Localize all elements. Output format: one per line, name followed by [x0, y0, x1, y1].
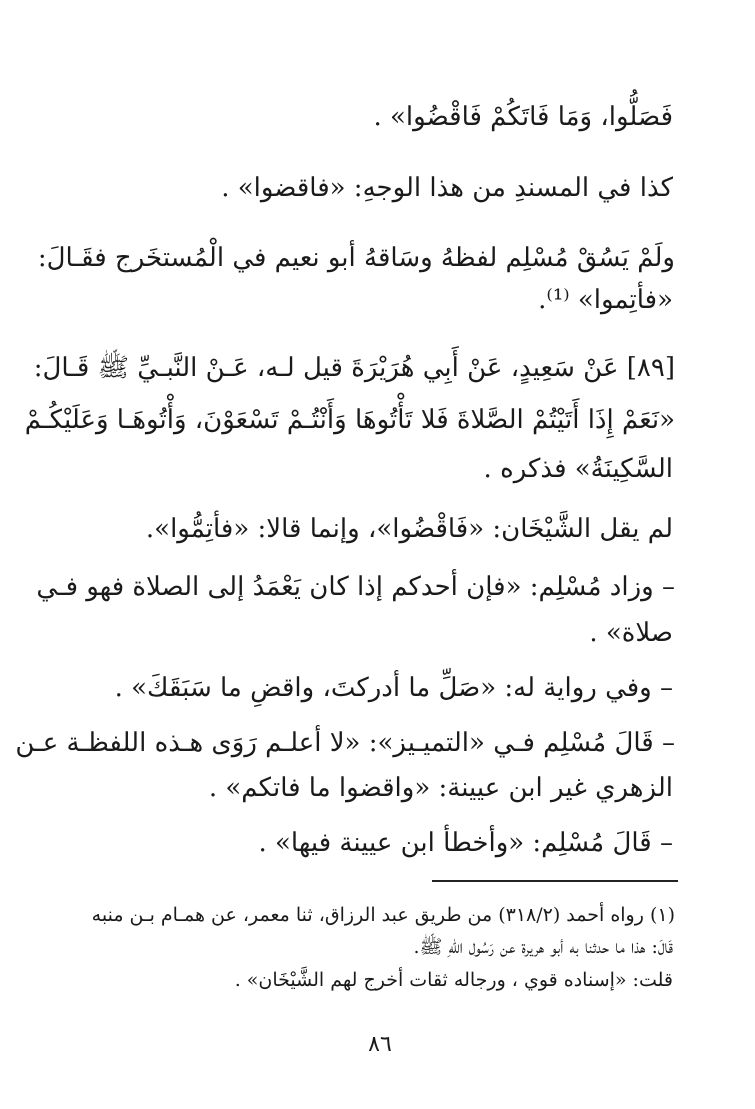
text-line: [٨٩] عَنْ سَعِيدٍ، عَنْ أَبِي هُرَيْرَةَ قيل لـه، عَـنْ النَّبـيِّ ﷺ قَـالَ:	[33, 353, 675, 383]
text-line: الزهري غير ابن عيينة: «واقضوا ما فاتكم» .	[208, 773, 673, 803]
footnote-separator	[432, 880, 678, 882]
footnote-line: (١) رواه أحمد (٣١٨/٢) من طريق عبد الرزاق، ثنا معمر، عن همـام بـن منبه	[91, 904, 675, 926]
text-line: لم يقل الشَّيْخَان: «فَاقْضُوا»، وإنما قالا: «فأتِمُّوا».	[145, 514, 673, 544]
text-line: – وفي رواية له: «صَلِّ ما أدركتَ، واقضِ ما سَبَقَكَ» .	[114, 673, 673, 703]
text-line: – قَالَ مُسْلِم فـي «التميـيز»: «لا أعلـم رَوَى هـذه اللفظـة عـن	[15, 728, 675, 758]
text-line: «فأتِموا» ⁽¹⁾.	[538, 285, 673, 315]
text-line: «نَعَمْ إِذَا أَتَيْتُمْ الصَّلاةَ فَلا تَأْتُوهَا وَأَنْتُـمْ تَسْعَوْنَ، وَأْتُوهَـا وَعَلَيْكُـمْ	[24, 405, 675, 435]
footnote-line: قلت: «إسناده قوي ، ورجاله ثقات أخرج لهم الشَّيْخَان» .	[234, 969, 673, 991]
page-number: ٨٦	[368, 1032, 392, 1057]
text-line: صلاة» .	[589, 618, 673, 648]
text-line: فَصَلُّوا، وَمَا فَاتَكُمْ فَاقْضُوا» .	[373, 102, 673, 132]
footnote-line: قَالَ: هذا ما حدثنا به أبو هريرة عن رَسُول اللهِ ﷺ.	[413, 936, 673, 958]
text-line: – وزاد مُسْلِم: «فإن أحدكم إذا كان يَعْمَدُ إلى الصلاة فهو فـي	[36, 572, 675, 602]
text-line: ولَمْ يَسُقْ مُسْلِم لفظهُ وسَاقهُ أبو نعيم في الْمُستخَرج فقَـالَ:	[37, 243, 675, 273]
text-line: – قَالَ مُسْلِم: «وأخطأ ابن عيينة فيها» .	[258, 828, 673, 858]
text-line: السَّكِينَةُ» فذكره .	[483, 454, 673, 484]
text-line: كذا في المسندِ من هذا الوجهِ: «فاقضوا» .	[221, 173, 673, 203]
